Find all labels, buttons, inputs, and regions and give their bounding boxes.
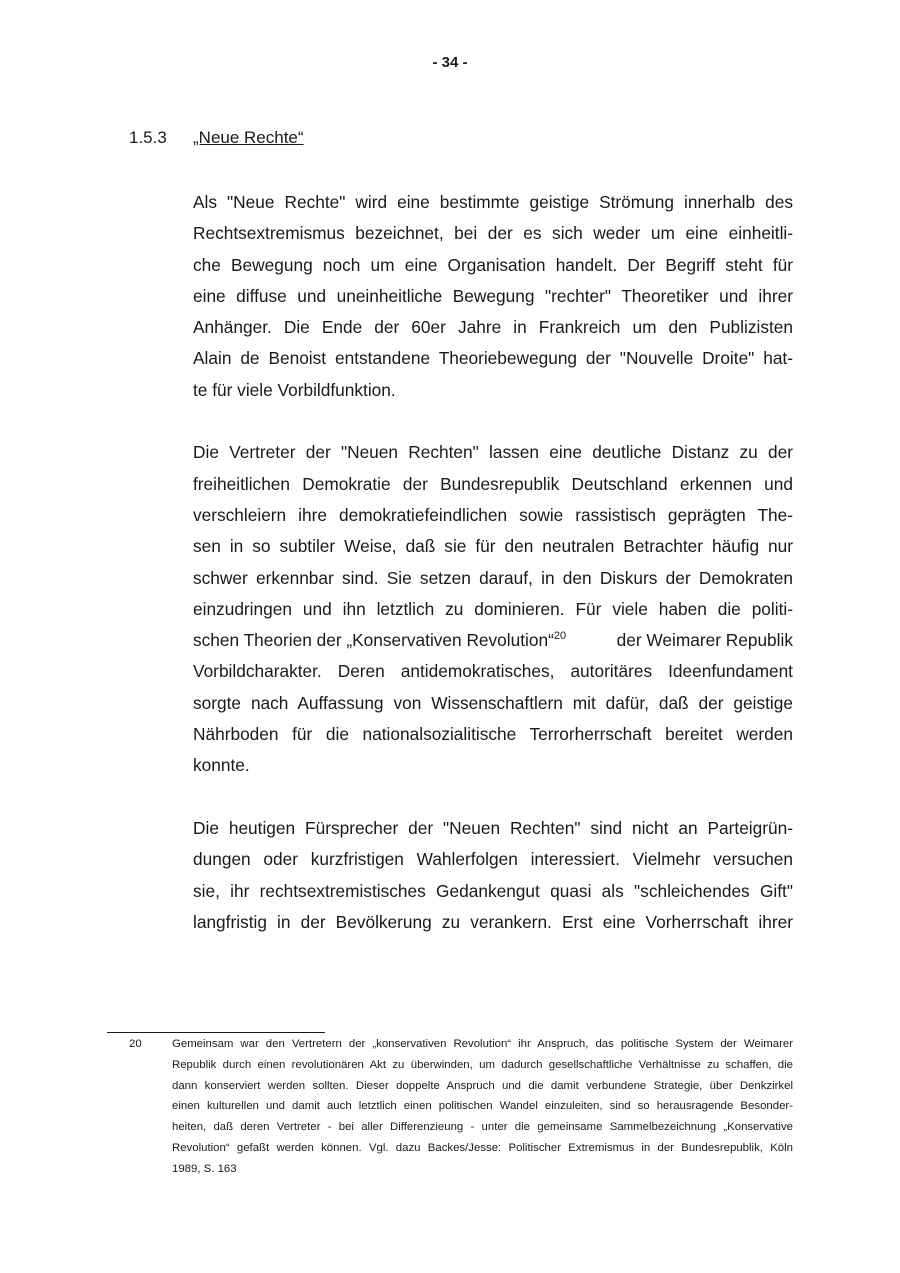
- text-line: eine diffuse und uneinheitliche Bewegung "rechter" Theoretiker und ihrer: [193, 285, 793, 306]
- section-number: 1.5.3: [129, 128, 167, 147]
- text-line: Alain de Benoist entstandene Theoriebewegung der "Nouvelle Droite" hat-: [193, 348, 793, 369]
- text-line: Als "Neue Rechte" wird eine bestimmte geistige Strömung innerhalb des: [193, 192, 793, 212]
- text-line: schwer erkennbar sind. Sie setzen darauf, in den Diskurs der Demokraten: [193, 567, 793, 588]
- footnote-line: Revolution“ gefaßt werden können. Vgl. dazu Backes/Jesse: Politischer Extremismus in der Bundesrepublik, Köln: [172, 1141, 793, 1154]
- paragraph: [193, 187, 793, 406]
- text-line: Nährboden für die nationalsozialitische Terrorherrschaft bereitet werden: [193, 724, 793, 745]
- text-line: sie, ihr rechtsextremistisches Gedankengut quasi als "schleichendes Gift": [193, 880, 793, 901]
- text-line: sen in so subtiler Weise, daß sie für den neutralen Betrachter häufig nur: [193, 536, 793, 557]
- footnote-divider: [107, 1032, 325, 1033]
- text-line: verschleiern ihre demokratiefeindlichen sowie rassistisch geprägten The-: [193, 504, 793, 525]
- text-fragment: der Weimarer Republik: [616, 630, 793, 651]
- footnote-line: Gemeinsam war den Vertretern der „konservativen Revolution“ ihr Anspruch, das politische System der Weimarer: [172, 1038, 793, 1050]
- text-line: Anhänger. Die Ende der 60er Jahre in Frankreich um den Publizisten: [193, 317, 793, 338]
- text-line-with-footnote: [193, 625, 793, 656]
- paragraph: [193, 813, 793, 938]
- footnote-text: [172, 1034, 793, 1180]
- text-line: dungen oder kurzfristigen Wahlerfolgen interessiert. Vielmehr versuchen: [193, 849, 793, 870]
- text-line: sorgte nach Auffassung von Wissenschaftlern mit dafür, daß der geistige: [193, 692, 793, 713]
- section-title: „Neue Rechte“: [193, 128, 304, 147]
- body-text: [193, 187, 793, 938]
- text-fragment: schen Theorien der „Konservativen Revolution“: [193, 630, 554, 651]
- text-line: Vorbildcharakter. Deren antidemokratisches, autoritäres Ideenfundament: [193, 661, 793, 682]
- footnote-line: heiten, daß deren Vertreter - bei aller Differenzieung - unter die gemeinsame Sammelbezeichnung „Konservative: [172, 1121, 793, 1134]
- text-line: Die Vertreter der "Neuen Rechten" lassen eine deutliche Distanz zu der: [193, 442, 793, 463]
- text-line: konnte.: [193, 755, 250, 776]
- text-line: che Bewegung noch um eine Organisation handelt. Der Begriff steht für: [193, 254, 793, 275]
- text-line: einzudringen und ihn letztlich zu dominieren. Für viele haben die politi-: [193, 598, 793, 619]
- text-line: freiheitlichen Demokratie der Bundesrepublik Deutschland erkennen und: [193, 473, 793, 494]
- page-number: - 34 -: [432, 54, 468, 71]
- footnote-line: 1989, S. 163: [172, 1162, 237, 1175]
- text-line: Die heutigen Fürsprecher der "Neuen Rechten" sind nicht an Parteigrün-: [193, 817, 793, 838]
- text-line: Rechtsextremismus bezeichnet, bei der es sich weder um eine einheitli-: [193, 223, 793, 244]
- footnote-line: einen kulturellen und damit auch letztlich einen politischen Wandel einzuleiten, sind so herausragende Besonder-: [172, 1100, 793, 1113]
- paragraph: [193, 437, 793, 781]
- text-line: langfristig in der Bevölkerung zu verankern. Erst eine Vorherrschaft ihrer: [193, 911, 793, 932]
- footnote-reference[interactable]: 20: [553, 630, 567, 643]
- footnote-number: 20: [129, 1038, 142, 1050]
- footnote-line: dann konserviert werden sollten. Dieser doppelte Anspruch und die damit verbundene Strategie, über Denkzirkel: [172, 1079, 793, 1092]
- text-line: te für viele Vorbildfunktion.: [193, 379, 396, 400]
- footnote-line: Republik durch einen revolutionären Akt zu überwinden, um dadurch gesellschaftliche Verhältnisse zu schaffen, die: [172, 1058, 793, 1071]
- section-heading: [129, 128, 304, 148]
